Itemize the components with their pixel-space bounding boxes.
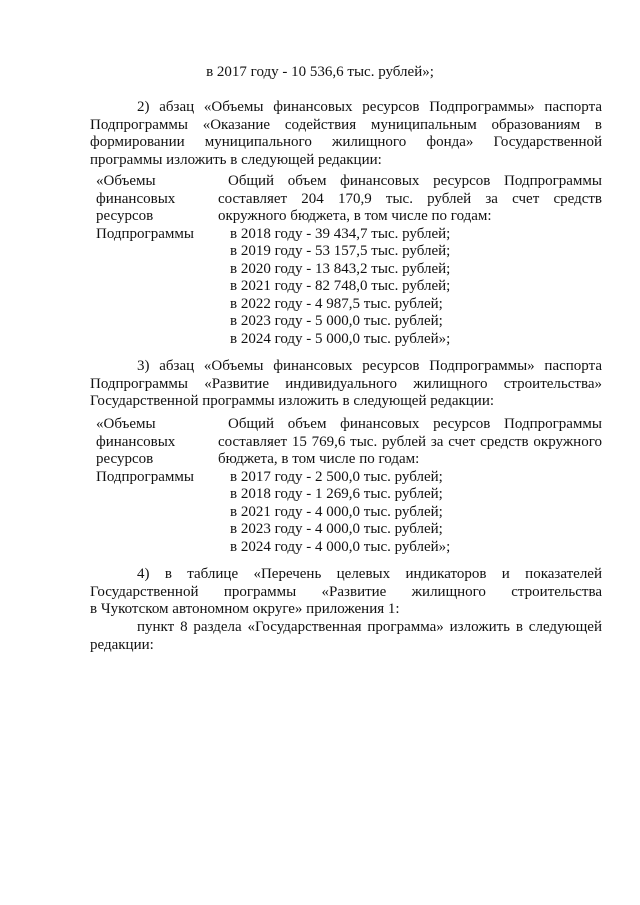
funding-block-housing-fund: [90, 173, 602, 348]
year-item: в 2024 году - 5 000,0 тыс. рублей»;: [230, 330, 451, 347]
year-item: в 2023 году - 4 000,0 тыс. рублей;: [230, 521, 443, 537]
paragraph-line: Государственной программы изложить в следующей редакции:: [90, 393, 495, 409]
paragraph-2: [90, 99, 602, 169]
paragraph-4: [90, 566, 602, 619]
block-intro-line: составляет 204 170,9 тыс. рублей за счет средств: [218, 190, 602, 207]
top-line: в 2017 году - 10 536,6 тыс. рублей»;: [206, 64, 434, 80]
year-item: в 2022 году - 4 987,5 тыс. рублей;: [230, 295, 443, 312]
paragraph-line: Государственной программы «Развитие жилищного строительства: [90, 583, 602, 600]
year-item: в 2018 году - 1 269,6 тыс. рублей;: [230, 486, 443, 502]
block-intro-line: Общий объем финансовых ресурсов Подпрограммы: [228, 416, 602, 432]
year-item: в 2021 году - 4 000,0 тыс. рублей;: [230, 503, 443, 520]
block-intro-line: Общий объем финансовых ресурсов Подпрограммы: [228, 173, 602, 189]
block-label: «Объемы финансовых ресурсов Подпрограммы: [96, 173, 194, 242]
year-item: в 2023 году - 5 000,0 тыс. рублей;: [230, 313, 443, 329]
year-item: в 2019 году - 53 157,5 тыс. рублей;: [230, 243, 451, 259]
funding-block-individual-housing: [90, 416, 602, 556]
block-label: «Объемы финансовых ресурсов Подпрограммы: [96, 416, 194, 485]
paragraph-line: в Чукотском автономном округе» приложения 1:: [90, 601, 400, 617]
year-item: в 2021 году - 82 748,0 тыс. рублей;: [230, 278, 451, 294]
year-item: в 2017 году - 2 500,0 тыс. рублей;: [230, 468, 443, 485]
paragraph-3: [90, 358, 602, 411]
block-body: [218, 416, 602, 556]
paragraph-line: 4) в таблице «Перечень целевых индикаторов и показателей: [137, 566, 602, 582]
block-intro-line: окружного бюджета, в том числе по годам:: [218, 208, 492, 224]
paragraph-line: формировании муниципального жилищного фонда» Государственной: [90, 134, 602, 150]
paragraph-line: пункт 8 раздела «Государственная программа» изложить в следующей: [137, 619, 602, 635]
block-body: [218, 173, 602, 348]
paragraph-line: Подпрограммы «Развитие индивидуального жилищного строительства»: [90, 375, 602, 392]
paragraph-line: 3) абзац «Объемы финансовых ресурсов Подпрограммы» паспорта: [137, 358, 602, 374]
year-item: в 2020 году - 13 843,2 тыс. рублей;: [230, 260, 451, 277]
paragraph-line: редакции:: [90, 636, 154, 653]
paragraph-line: Подпрограммы «Оказание содействия муниципальным образованиям в: [90, 116, 602, 133]
paragraph-line: 2) абзац «Объемы финансовых ресурсов Подпрограммы» паспорта: [137, 99, 602, 115]
year-item: в 2024 году - 4 000,0 тыс. рублей»;: [230, 538, 451, 555]
block-intro-line: составляет 15 769,6 тыс. рублей за счет средств окружного: [218, 433, 602, 450]
block-intro-line: бюджета, в том числе по годам:: [218, 451, 420, 467]
paragraph-5: [90, 619, 602, 654]
year-item: в 2018 году - 39 434,7 тыс. рублей;: [230, 225, 451, 242]
paragraph-line: программы изложить в следующей редакции:: [90, 151, 382, 168]
